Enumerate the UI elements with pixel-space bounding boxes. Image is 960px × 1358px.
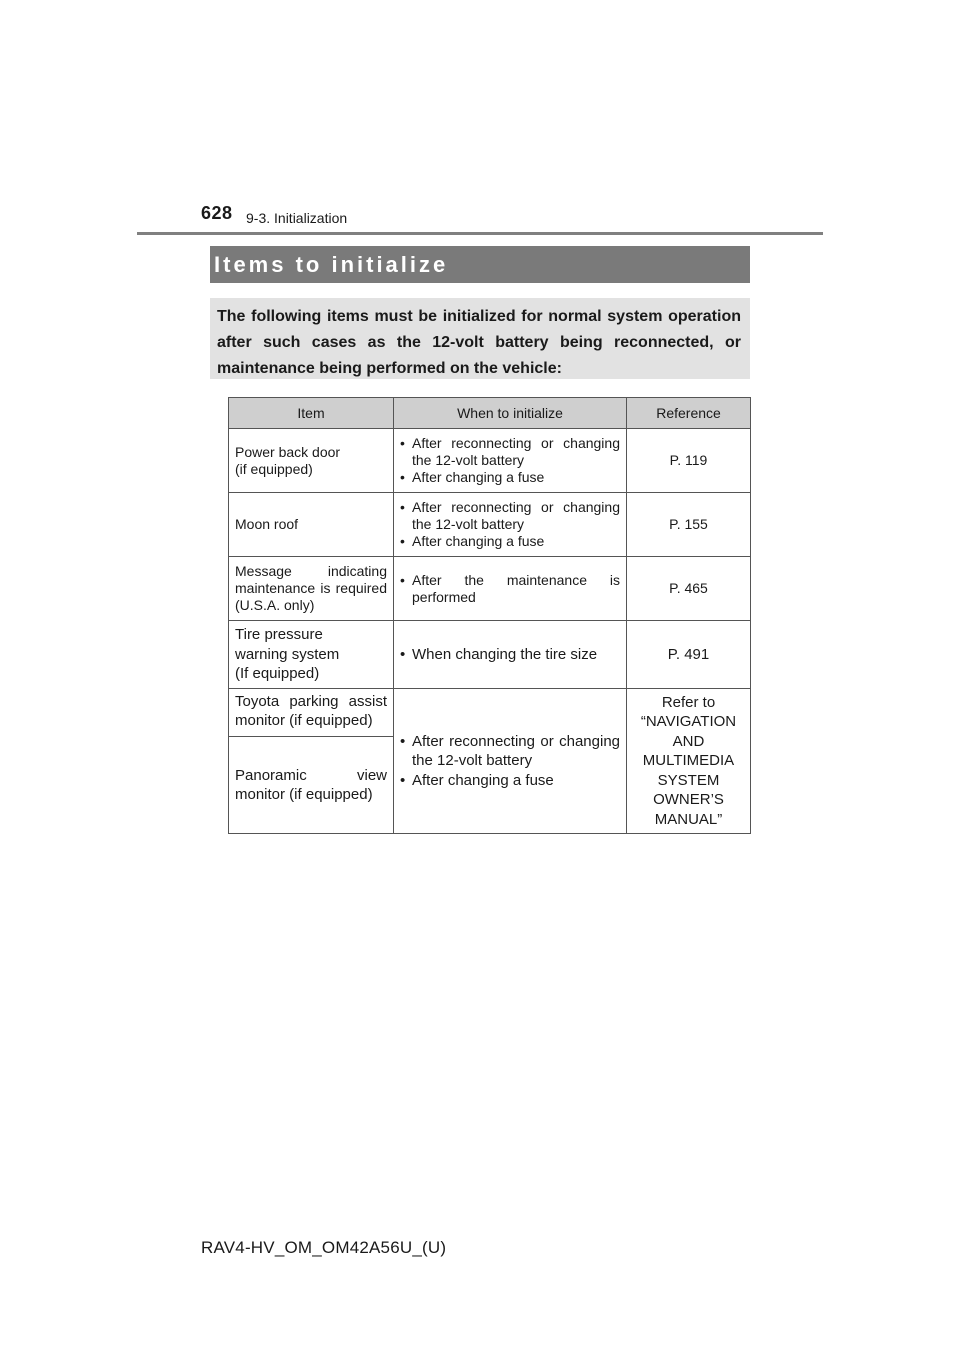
item-cell: Panoramic view monitor (if equipped) bbox=[229, 737, 394, 834]
list-item: • After changing a fuse bbox=[400, 469, 620, 486]
section-title-bar bbox=[210, 246, 750, 283]
page-number: 628 bbox=[201, 203, 233, 223]
list-item: • After reconnecting or changing the 12-volt battery bbox=[400, 435, 620, 469]
intro-text: The following items must be initialized for normal system operation after such cases as the 12-volt battery being reconnected, or maintenance being performed on the vehicle: bbox=[210, 298, 750, 379]
table-row bbox=[229, 429, 751, 493]
list-item: • After changing a fuse bbox=[400, 533, 620, 550]
item-cell: Toyota parking assist monitor (if equipped) bbox=[229, 688, 394, 737]
item-cell: Tire pressure warning system (If equipped) bbox=[229, 621, 394, 689]
table-header-row bbox=[229, 398, 751, 429]
reference-cell: P. 155 bbox=[627, 493, 751, 557]
table-row bbox=[229, 493, 751, 557]
when-cell bbox=[394, 621, 627, 689]
table-row bbox=[229, 557, 751, 621]
reference-cell: Refer to “NAVIGATION AND MULTIMEDIA SYSTEM OWNER’S MANUAL” bbox=[627, 688, 751, 834]
when-cell bbox=[394, 557, 627, 621]
reference-cell: P. 491 bbox=[627, 621, 751, 689]
when-cell bbox=[394, 493, 627, 557]
section-label: 9-3. Initialization bbox=[246, 210, 348, 226]
footer-code: RAV4-HV_OM_OM42A56U_(U) bbox=[201, 1238, 447, 1257]
table-row bbox=[229, 688, 751, 737]
header-rule bbox=[137, 232, 823, 235]
column-header-item: Item bbox=[229, 398, 394, 429]
item-cell: Power back door (if equipped) bbox=[229, 429, 394, 493]
column-header-when: When to initialize bbox=[394, 398, 627, 429]
item-cell: Moon roof bbox=[229, 493, 394, 557]
table-row bbox=[229, 621, 751, 689]
list-item: • After changing a fuse bbox=[400, 771, 620, 791]
column-header-reference: Reference bbox=[627, 398, 751, 429]
list-item: • After reconnecting or changing the 12-volt battery bbox=[400, 732, 620, 771]
item-cell: Message indicating maintenance is required (U.S.A. only) bbox=[229, 557, 394, 621]
list-item: • After the maintenance is performed bbox=[400, 572, 620, 606]
section-title: Items to initialize bbox=[214, 251, 449, 277]
when-cell bbox=[394, 688, 627, 834]
list-item: • After reconnecting or changing the 12-volt battery bbox=[400, 499, 620, 533]
reference-cell: P. 119 bbox=[627, 429, 751, 493]
reference-cell: P. 465 bbox=[627, 557, 751, 621]
list-item: • When changing the tire size bbox=[400, 645, 620, 665]
initialization-table bbox=[228, 397, 751, 834]
when-cell bbox=[394, 429, 627, 493]
